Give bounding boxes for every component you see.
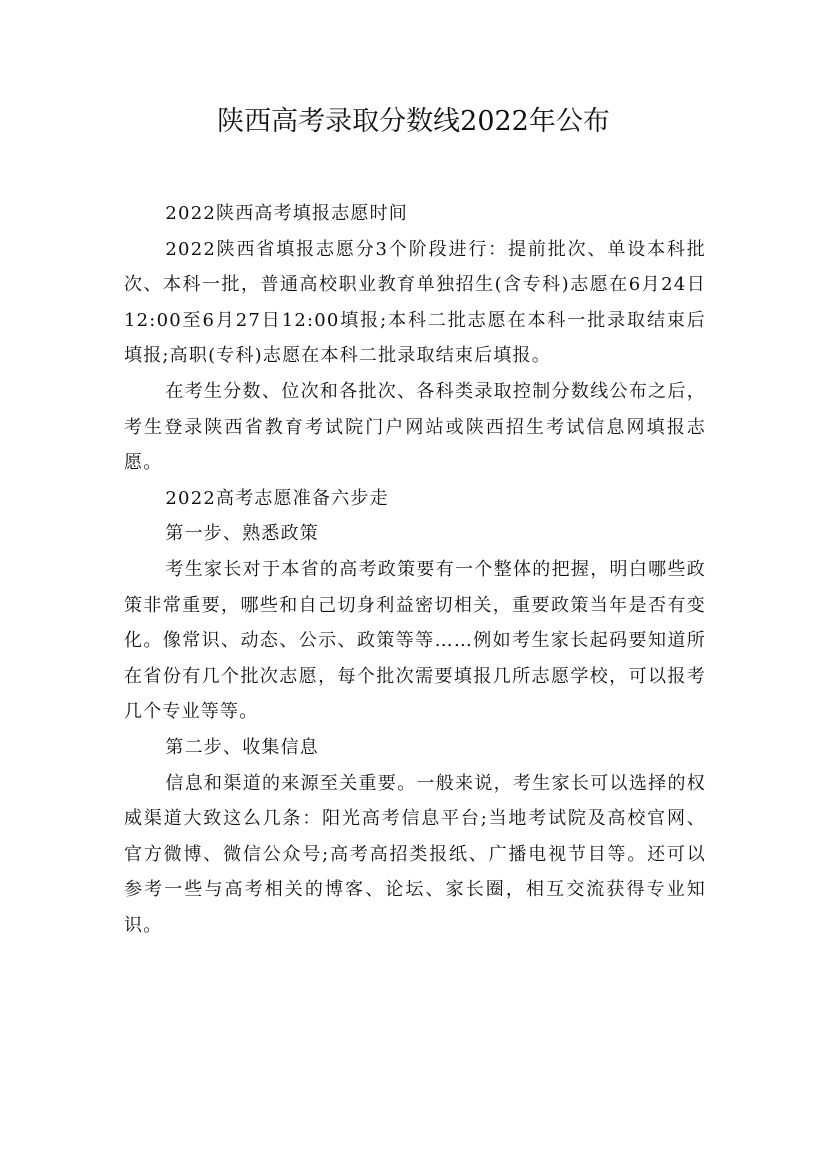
paragraph-step-one-body: 考生家长对于本省的高考政策要有一个整体的把握，明白哪些政策非常重要，哪些和自己切身利益密切相关，重要政策当年是否有变化。像常识、动态、公示、政策等等……例如考生家长起码要知道所在省份有几个批次志愿，每个批次需要填报几所志愿学校，可以报考几个专业等等。 — [124, 558, 706, 723]
paragraph-heading-fill-time: 2022陕西高考填报志愿时间 — [165, 203, 408, 224]
paragraph-step-one-heading: 第一步、熟悉政策 — [165, 523, 319, 545]
paragraph-heading-six-steps: 2022高考志愿准备六步走 — [165, 487, 389, 509]
paragraph-step-two-heading: 第二步、收集信息 — [165, 736, 319, 758]
paragraph-step-two-body: 信息和渠道的来源至关重要。一般来说，考生家长可以选择的权威渠道大致这么几条：阳光高考信息平台;当地考试院及高校官网、官方微博、微信公众号;高考高招类报纸、广播电视节目等。还可以参考一些与高考相关的博客、论坛、家长圈，相互交流获得专业知识。 — [124, 772, 706, 936]
paragraph-fill-website: 在考生分数、位次和各批次、各科类录取控制分数线公布之后，考生登录陕西省教育考试院门户网站或陕西招生考试信息网填报志愿。 — [124, 380, 706, 474]
document-title: 陕西高考录取分数线2022年公布 — [217, 106, 610, 137]
paragraph-fill-stages: 2022陕西省填报志愿分3个阶段进行：提前批次、单设本科批次、本科一批，普通高校职业教育单独招生(含专科)志愿在6月24日12:00至6月27日12:00填报;本科二批志愿在本科一批录取结束后填报;高职(专科)志愿在本科二批录取结束后填报。 — [124, 238, 706, 367]
document-body — [124, 196, 706, 943]
